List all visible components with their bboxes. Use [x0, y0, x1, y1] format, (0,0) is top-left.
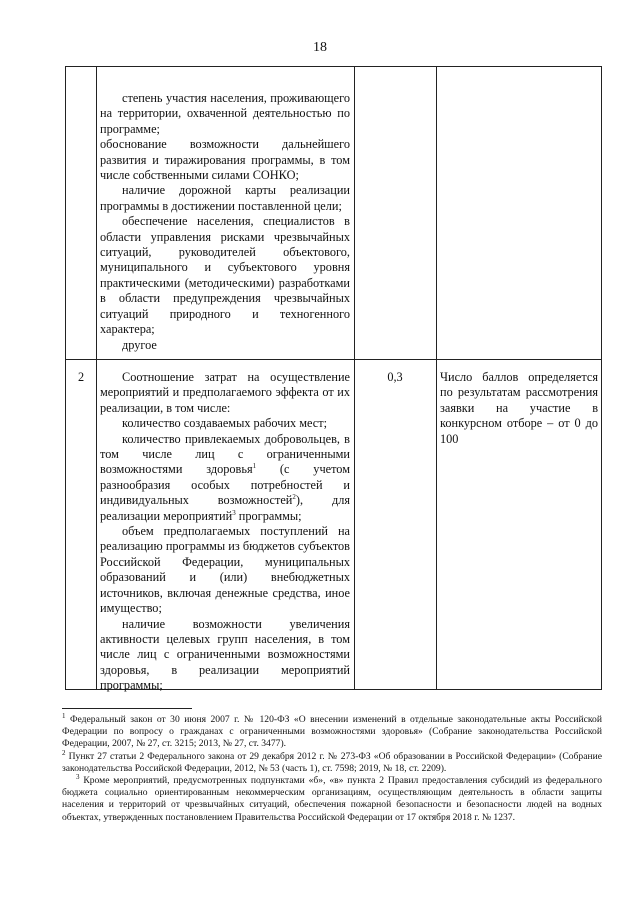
footnote-ref: 1 — [252, 462, 257, 471]
column-divider — [436, 67, 437, 689]
criterion-item: другое — [122, 337, 157, 352]
footnote-mark: 1 — [62, 711, 66, 720]
criterion-item: объем предполагаемых поступлений на реализацию программы из бюджетов субъектов Российской Федерации, муниципальных образований и (или) внебюджетных источников, включая денежные средства, иное имущество; — [100, 524, 350, 616]
page-number: 18 — [313, 40, 327, 55]
footnote-ref: 2 — [292, 493, 296, 502]
criterion-cell-continued — [100, 91, 350, 353]
row-number: 2 — [78, 370, 85, 384]
footnote-3 — [62, 772, 602, 824]
footnote-text: Кроме мероприятий, предусмотренных подпунктами «б», «в» пункта 2 Правил предоставления субсидий из федерального бюджета социально ориентированным некоммерческим организациям, осуществляющим деятельность в области защиты населения и территорий от чрезвычайных ситуаций, обеспечения пожарной безопасности и безопасности людей на водных объектах, утвержденных постановлением Правительства Российской Федерации от 17 октября 2018 г. № 1237. — [62, 775, 602, 823]
footnote-text: Пункт 27 статьи 2 Федерального закона от 29 декабря 2012 г. № 273-ФЗ «Об образовании в Российской Федерации» (Собрание законодательства Российской Федерации, 2012, № 53 (часть 1), ст. 7598; 2019, № 18, ст. 2209). — [62, 750, 602, 774]
criterion-text: ), для реализации мероприятий — [100, 493, 350, 523]
criterion-item: степень участия населения, проживающего на территории, охваченной деятельностью по программе; — [100, 91, 350, 136]
footnote-separator — [62, 708, 192, 709]
footnote-1 — [62, 711, 602, 751]
footnote-mark: 2 — [62, 748, 66, 757]
criterion-intro: Соотношение затрат на осуществление мероприятий и предполагаемого эффекта от их реализации, в том числе: — [100, 370, 350, 415]
criterion-item: обеспечение населения, специалистов в области управления рисками чрезвычайных ситуаций, руководителей объектового, муниципального и субъектового уровня практическими (методическими) разработками в области предупреждения чрезвычайных ситуаций природного и техногенного характера; — [100, 214, 350, 337]
criterion-text: (с учетом разнообразия особых потребностей и индивидуальных возможностей — [100, 462, 350, 508]
criterion-item: обоснование возможности дальнейшего развития и тиражирования программы, в том числе собственными силами СОНКО; — [100, 137, 350, 183]
footnotes — [62, 711, 602, 824]
criterion-item: количество создаваемых рабочих мест; — [122, 416, 328, 431]
row-divider — [66, 359, 601, 360]
footnote-ref: 3 — [232, 508, 236, 517]
criterion-item: наличие возможности увеличения активности целевых групп населения, в том числе лиц с ограниченными возможностями здоровья, в реализации мероприятий программы; — [100, 616, 350, 693]
criterion-text: количество привлекаемых добровольцев, в том числе лиц с ограниченными возможностями здоровья — [100, 431, 350, 477]
criterion-item — [100, 432, 350, 524]
scoring-cell: Число баллов определяется по результатам рассмотрения заявки на участие в конкурсном отборе – от 0 до 100 — [440, 370, 598, 446]
weight-value: 0,3 — [387, 370, 403, 384]
footnote-text: Федеральный закон от 30 июня 2007 г. № 120-ФЗ «О внесении изменений в отдельные законодательные акты Российской Федерации по вопросу о гражданах с ограниченными возможностями здоровья» (Собрание законодательства Российской Федерации, 2007, № 27, ст. 3215; 2013, № 27, ст. 3477). — [62, 714, 602, 750]
column-divider — [96, 67, 97, 689]
footnote-2 — [62, 748, 602, 775]
footnote-mark: 3 — [76, 772, 80, 781]
criteria-table — [65, 66, 602, 693]
criterion-item: наличие дорожной карты реализации программы в достижении поставленной цели; — [100, 183, 350, 213]
column-divider — [354, 67, 355, 689]
criterion-text: программы; — [235, 508, 302, 523]
criterion-cell — [100, 370, 350, 694]
